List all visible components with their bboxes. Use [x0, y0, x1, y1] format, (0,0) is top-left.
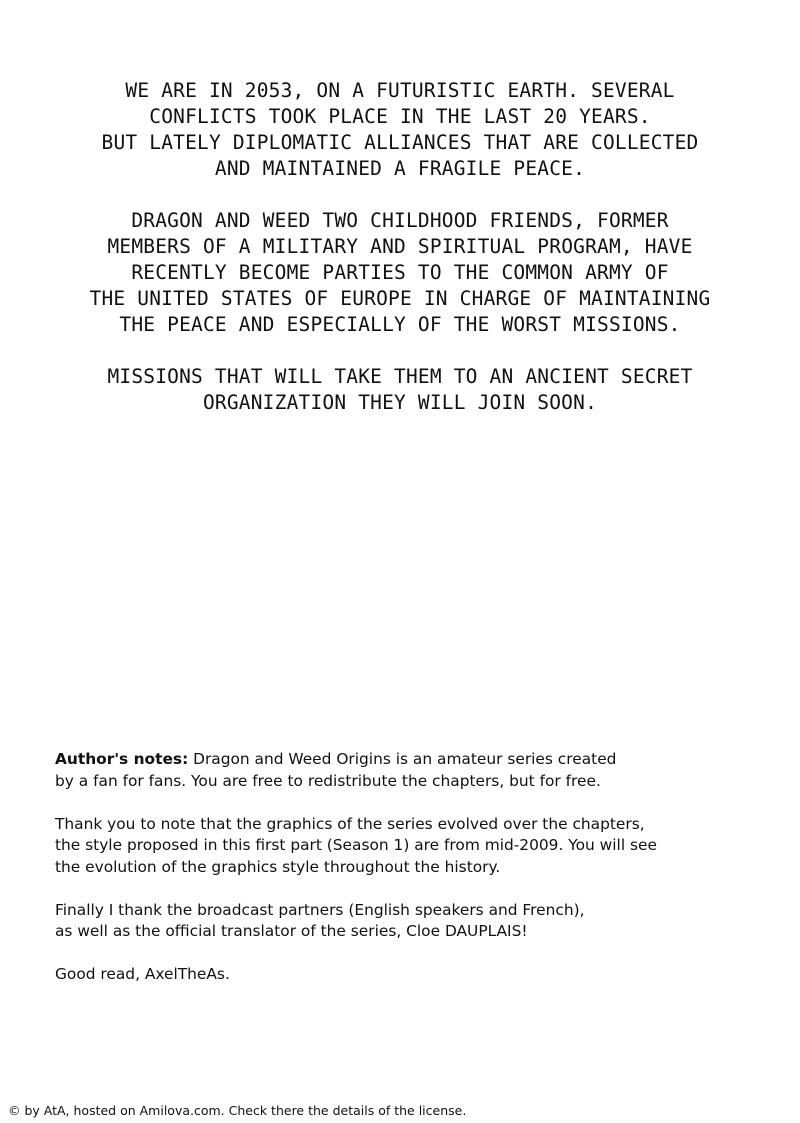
license-footer: © by AtA, hosted on Amilova.com. Check there the details of the license.	[8, 1103, 467, 1118]
intro-line: BUT LATELY DIPLOMATIC ALLIANCES THAT ARE COLLECTED	[101, 131, 699, 154]
intro-line: CONFLICTS TOOK PLACE IN THE LAST 20 YEARS.	[149, 105, 651, 128]
intro-line: WE ARE IN 2053, ON A FUTURISTIC EARTH. SEVERAL	[125, 79, 675, 102]
notes-line: Thank you to note that the graphics of the series evolved over the chapters,	[55, 814, 645, 833]
notes-paragraph-2	[55, 814, 755, 879]
notes-label: Author's notes:	[55, 750, 189, 768]
intro-line: DRAGON AND WEED TWO CHILDHOOD FRIENDS, FORMER	[131, 209, 669, 232]
notes-line: as well as the official translator of the series, Cloe DAUPLAIS!	[55, 922, 528, 940]
intro-line: THE UNITED STATES OF EUROPE IN CHARGE OF MAINTAINING	[89, 287, 711, 310]
intro-paragraph-3	[40, 364, 760, 416]
notes-paragraph-3	[55, 900, 755, 943]
intro-line: MISSIONS THAT WILL TAKE THEM TO AN ANCIENT SECRET	[107, 365, 693, 388]
notes-line: the evolution of the graphics style throughout the history.	[55, 857, 501, 876]
intro-paragraph-1	[40, 78, 760, 182]
intro-text	[40, 78, 760, 442]
notes-line: by a fan for fans. You are free to redistribute the chapters, but for free.	[55, 771, 601, 790]
notes-signoff	[55, 964, 755, 986]
notes-paragraph-1	[55, 749, 755, 792]
notes-line	[55, 749, 755, 771]
intro-line: ORGANIZATION THEY WILL JOIN SOON.	[202, 391, 598, 414]
notes-line: the style proposed in this first part (Season 1) are from mid-2009. You will see	[55, 836, 657, 854]
intro-line: AND MAINTAINED A FRAGILE PEACE.	[214, 157, 586, 180]
intro-line: MEMBERS OF A MILITARY AND SPIRITUAL PROGRAM, HAVE	[107, 235, 693, 258]
intro-paragraph-2	[40, 208, 760, 338]
signoff-text: Good read, AxelTheAs.	[55, 965, 230, 983]
intro-line: THE PEACE AND ESPECIALLY OF THE WORST MISSIONS.	[119, 313, 681, 336]
intro-line: RECENTLY BECOME PARTIES TO THE COMMON ARMY OF	[131, 261, 669, 284]
author-notes	[55, 749, 755, 1007]
notes-text: Dragon and Weed Origins is an amateur series created	[188, 750, 617, 768]
notes-line: Finally I thank the broadcast partners (English speakers and French),	[55, 900, 585, 919]
